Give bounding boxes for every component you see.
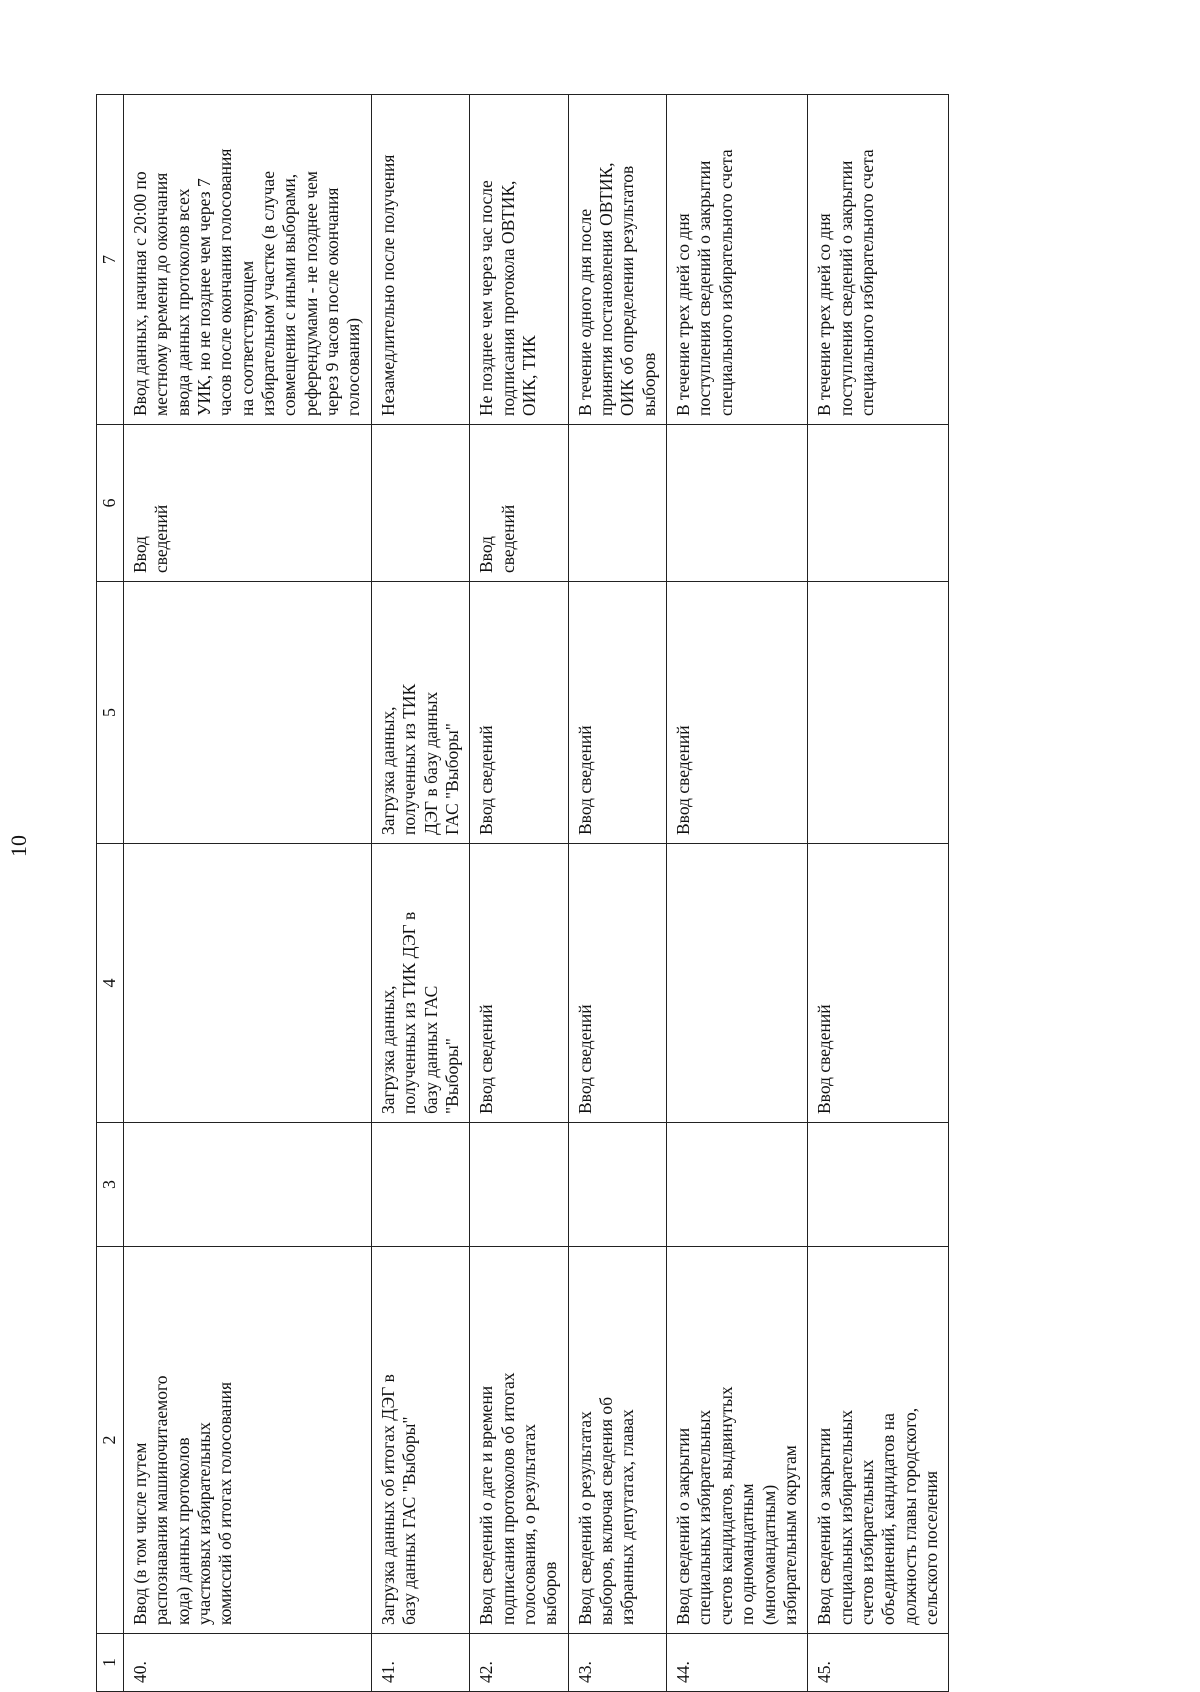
deadline-cell: Ввод данных, начиная с 20:00 по местному времени до окончания ввода данных протоколов всех УИК, но не позднее чем через 7 часов после окончания голосования на соответствующем избирательном участке (в случае совмещения с иными выборами, референдумами - не позднее чем через 9 часов после окончания голосования) <box>124 95 372 425</box>
col6-cell <box>568 425 666 582</box>
table-row <box>667 95 808 1692</box>
col5-cell: Ввод сведений <box>667 582 808 844</box>
column-header: 4 <box>97 844 124 1123</box>
col6-cell <box>808 425 949 582</box>
table-row <box>568 95 666 1692</box>
col5-cell: Ввод сведений <box>568 582 666 844</box>
row-number: 40. <box>124 1634 372 1692</box>
col3-cell <box>124 1123 372 1247</box>
activity-cell: Ввод сведений о результатах выборов, включая сведения об избранных депутатах, главах <box>568 1247 666 1634</box>
deadline-cell: В течение трех дней со дня поступления сведений о закрытии специального избирательного счета <box>667 95 808 425</box>
column-header: 1 <box>97 1634 124 1692</box>
col6-cell <box>667 425 808 582</box>
col3-cell <box>568 1123 666 1247</box>
column-header: 2 <box>97 1247 124 1634</box>
col6-cell: Ввод сведений <box>470 425 568 582</box>
col4-cell <box>667 844 808 1123</box>
deadline-cell: Незамедлительно после получения <box>372 95 470 425</box>
col5-cell: Ввод сведений <box>470 582 568 844</box>
activity-cell: Ввод сведений о закрытии специальных избирательных счетов кандидатов, выдвинутых по одномандатным (многомандатным) избирательным округам <box>667 1247 808 1634</box>
row-number: 41. <box>372 1634 470 1692</box>
col6-cell <box>372 425 470 582</box>
column-header: 7 <box>97 95 124 425</box>
col3-cell <box>372 1123 470 1247</box>
row-number: 45. <box>808 1634 949 1692</box>
activity-cell: Ввод сведений о дате и времени подписания протоколов об итогах голосования, о результатах выборов <box>470 1247 568 1634</box>
row-number: 42. <box>470 1634 568 1692</box>
col3-cell <box>808 1123 949 1247</box>
col4-cell: Ввод сведений <box>568 844 666 1123</box>
table-row <box>124 95 372 1692</box>
col4-cell <box>124 844 372 1123</box>
deadline-cell: В течение одного дня после принятия постановления ОВТИК, ОИК об определении результатов выборов <box>568 95 666 425</box>
row-number: 44. <box>667 1634 808 1692</box>
page-number: 10 <box>6 835 31 857</box>
col3-cell <box>667 1123 808 1247</box>
deadline-cell: Не позднее чем через час после подписания протокола ОВТИК, ОИК, ТИК <box>470 95 568 425</box>
schedule-table <box>96 94 949 1692</box>
activity-cell: Ввод (в том числе путем распознавания машиночитаемого кода) данных протоколов участковых избирательных комиссий об итогах голосования <box>124 1247 372 1634</box>
col5-cell <box>124 582 372 844</box>
col3-cell <box>470 1123 568 1247</box>
activity-cell: Загрузка данных об итогах ДЭГ в базу данных ГАС "Выборы" <box>372 1247 470 1634</box>
activity-cell: Ввод сведений о закрытии специальных избирательных счетов избирательных объединений, кандидатов на должность главы городского, сельского поселения <box>808 1247 949 1634</box>
column-header: 6 <box>97 425 124 582</box>
table-row <box>808 95 949 1692</box>
col4-cell: Ввод сведений <box>808 844 949 1123</box>
col5-cell: Загрузка данных, полученных из ТИК ДЭГ в базу данных ГАС "Выборы" <box>372 582 470 844</box>
col6-cell: Ввод сведений <box>124 425 372 582</box>
col4-cell: Ввод сведений <box>470 844 568 1123</box>
header-row <box>97 95 124 1692</box>
column-header: 5 <box>97 582 124 844</box>
column-header: 3 <box>97 1123 124 1247</box>
col4-cell: Загрузка данных, полученных из ТИК ДЭГ в базу данных ГАС "Выборы" <box>372 844 470 1123</box>
col5-cell <box>808 582 949 844</box>
table-row <box>372 95 470 1692</box>
row-number: 43. <box>568 1634 666 1692</box>
deadline-cell: В течение трех дней со дня поступления сведений о закрытии специального избирательного счета <box>808 95 949 425</box>
table-row <box>470 95 568 1692</box>
